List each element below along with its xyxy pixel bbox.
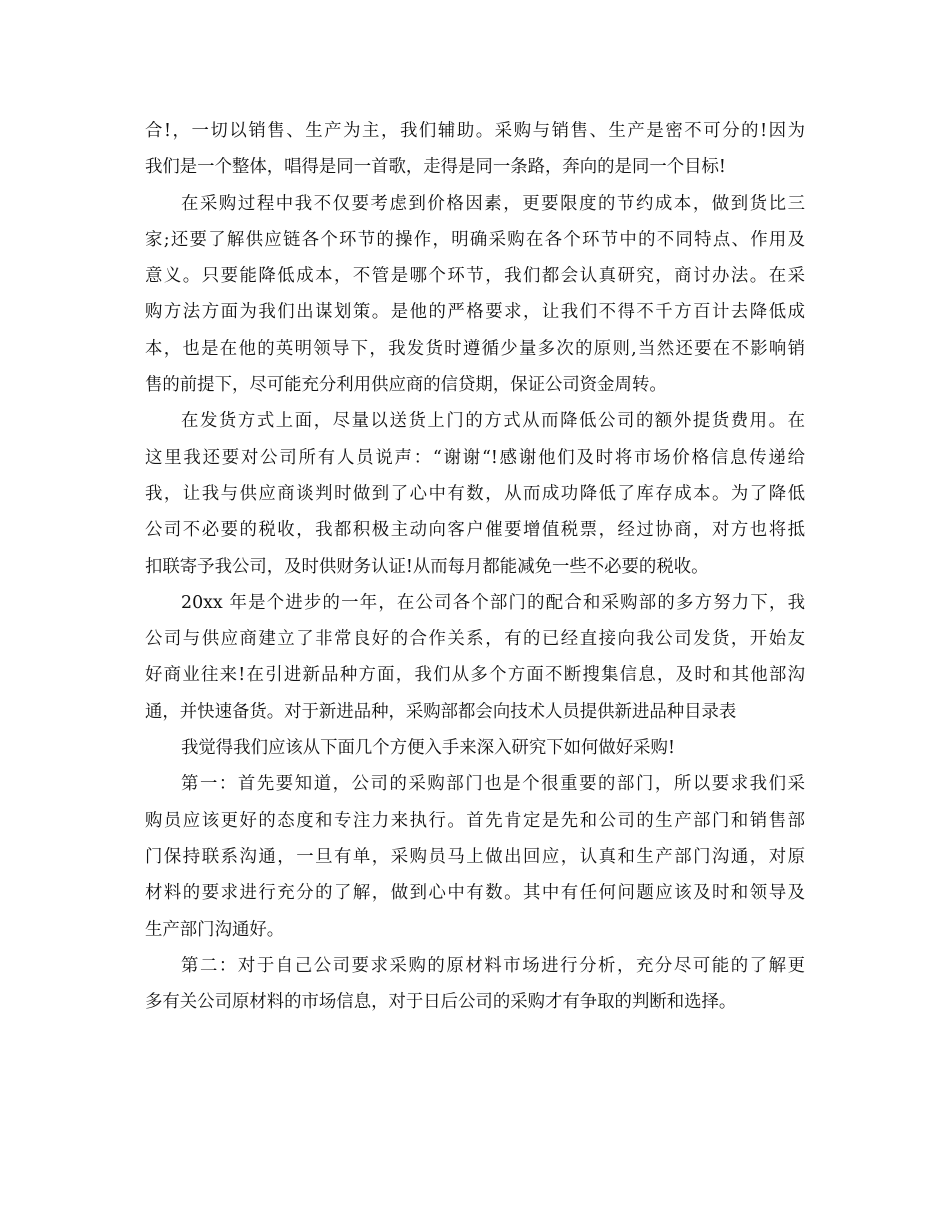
paragraph — [145, 766, 805, 947]
text-line: 在采购过程中我不仅要考虑到价格因素，更要限度的节约成本，做到货比三 — [181, 193, 805, 214]
text-line: 我，让我与供应商谈判时做到了心中有数，从而成功降低了库存成本。为了降低 — [145, 483, 805, 504]
text-line: 我们是一个整体，唱得是同一首歌，走得是同一条路，奔向的是同一个目标! — [145, 157, 726, 178]
text-line: 通，并快速备货。对于新进品种，采购部都会向技术人员提供新进品种目录表 — [145, 701, 737, 722]
text-line: 本，也是在他的英明领导下，我发货时遵循少量多次的原则,当然还要在不影响销 — [145, 338, 805, 359]
text-line: 我觉得我们应该从下面几个方便入手来深入研究下如何做好采购! — [181, 738, 675, 759]
body-text — [145, 113, 805, 1020]
paragraph — [145, 113, 805, 186]
paragraph — [145, 403, 805, 584]
text-line: 购员应该更好的态度和专注力来执行。首先肯定是先和公司的生产部门和销售部 — [145, 810, 805, 831]
text-line: 在发货方式上面，尽量以送货上门的方式从而降低公司的额外提货费用。在 — [181, 411, 805, 432]
text-line: 购方法方面为我们出谋划策。是他的严格要求，让我们不得不千方百计去降低成 — [145, 302, 805, 323]
text-line: 20xx 年是个进步的一年，在公司各个部门的配合和采购部的多方努力下，我 — [181, 592, 805, 613]
text-line: 扣联寄予我公司，及时供财务认证!从而每月都能减免一些不必要的税收。 — [145, 556, 709, 577]
text-line: 意义。只要能降低成本，不管是哪个环节，我们都会认真研究，商讨办法。在采 — [145, 266, 805, 287]
text-line: 第二：对于自己公司要求采购的原材料市场进行分析，充分尽可能的了解更 — [181, 955, 805, 976]
text-line: 生产部门沟通好。 — [145, 919, 285, 940]
text-line: 第一：首先要知道，公司的采购部门也是个很重要的部门，所以要求我们采 — [181, 774, 805, 795]
paragraph — [145, 948, 805, 1021]
text-line: 公司不必要的税收，我都积极主动向客户催要增值税票，经过协商，对方也将抵 — [145, 520, 805, 541]
text-line: 公司与供应商建立了非常良好的合作关系，有的已经直接向我公司发货，开始友 — [145, 629, 805, 650]
text-line: 门保持联系沟通，一旦有单，采购员马上做出回应，认真和生产部门沟通，对原 — [145, 846, 805, 867]
text-line: 合!，一切以销售、生产为主，我们辅助。采购与销售、生产是密不可分的!因为 — [145, 121, 805, 141]
paragraph — [145, 730, 805, 766]
paragraph — [145, 585, 805, 730]
text-line: 好商业往来!在引进新品种方面，我们从多个方面不断搜集信息，及时和其他部沟 — [145, 665, 805, 686]
text-line: 家;还要了解供应链各个环节的操作，明确采购在各个环节中的不同特点、作用及 — [145, 229, 805, 250]
text-line: 多有关公司原材料的市场信息，对于日后公司的采购才有争取的判断和选择。 — [145, 992, 737, 1013]
text-line: 材料的要求进行充分的了解，做到心中有数。其中有任何问题应该及时和领导及 — [145, 883, 805, 904]
paragraph — [145, 186, 805, 404]
text-line: 这里我还要对公司所有人员说声：“谢谢“!感谢他们及时将市场价格信息传递给 — [145, 447, 805, 468]
text-line: 售的前提下，尽可能充分利用供应商的信贷期，保证公司资金周转。 — [145, 375, 667, 396]
